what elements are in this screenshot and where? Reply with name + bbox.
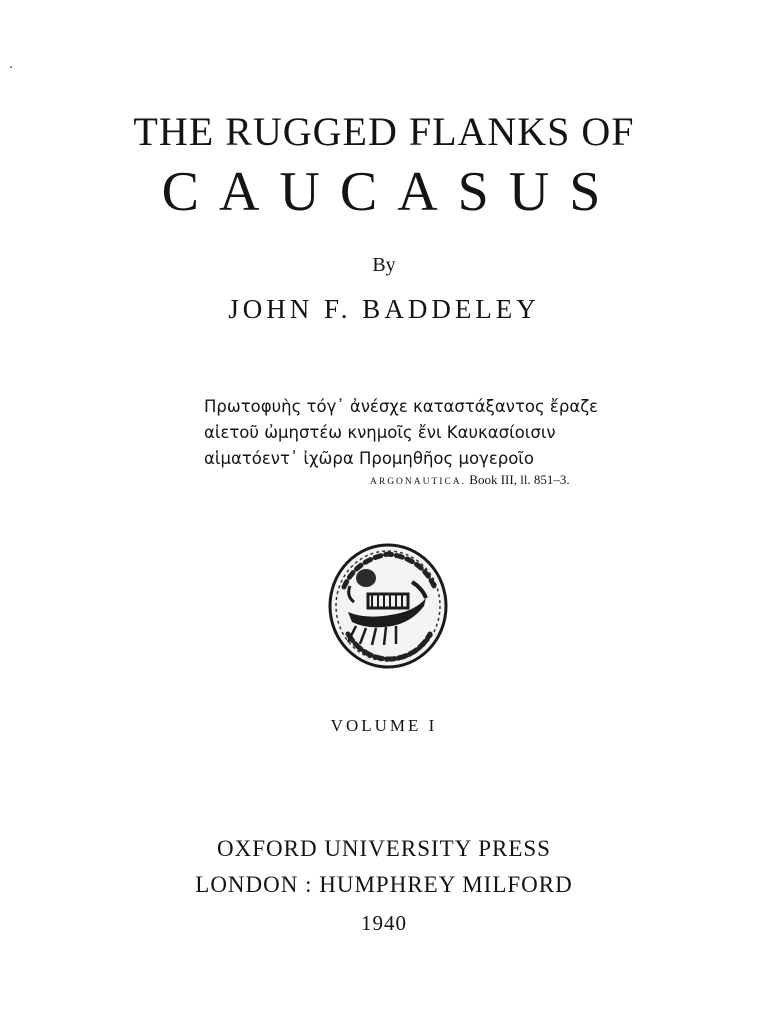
publisher-location: LONDON : HUMPHREY MILFORD xyxy=(195,872,573,897)
title-line-2: CAUCASUS xyxy=(161,161,621,223)
epigraph-citation xyxy=(370,472,570,488)
citation-work: ARGONAUTICA. xyxy=(370,477,467,487)
scan-speck xyxy=(10,66,12,68)
byline: By xyxy=(372,254,396,276)
epigraph-line: Πρωτοφυὴς τόγ᾽ ἀνέσχε καταστάξαντος ἔραζε xyxy=(204,397,599,416)
citation-reference: Book III, ll. 851–3. xyxy=(469,472,570,487)
greek-epigraph xyxy=(204,394,624,472)
author-name: JOHN F. BADDELEY xyxy=(228,294,540,324)
publisher-name: OXFORD UNIVERSITY PRESS xyxy=(217,836,551,861)
epigraph-line: αἰετοῦ ὠμηστέω κνημοῖς ἔνι Καυκασίοισιν xyxy=(204,423,556,442)
publication-year: 1940 xyxy=(361,911,407,935)
coin-emblem-icon xyxy=(326,542,450,670)
volume-number: VOLUME I xyxy=(330,716,438,735)
title-line-1: THE RUGGED FLANKS OF xyxy=(133,109,635,154)
epigraph-line: αἱματόεντ᾽ ἰχῶρα Προμηθῆος μογεροῖο xyxy=(204,449,534,468)
